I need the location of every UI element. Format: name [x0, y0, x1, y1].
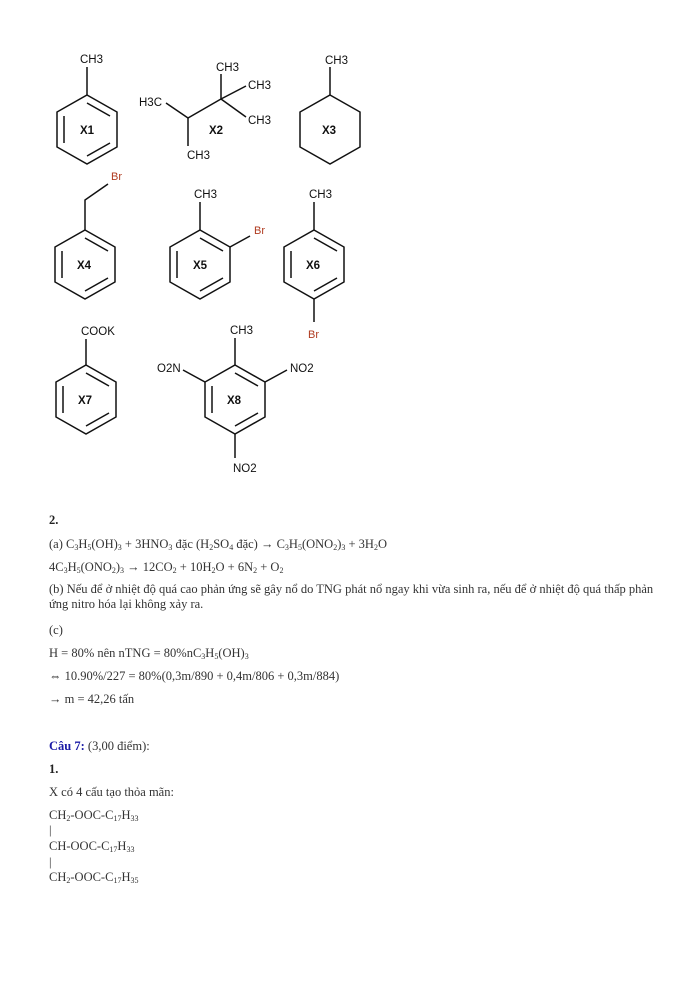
structure-x4: [55, 171, 122, 299]
x1-label: X1: [80, 125, 95, 137]
structure-x8: [157, 325, 314, 475]
x2-label: X2: [209, 125, 224, 137]
structure-x6: [284, 189, 344, 341]
x3-label: X3: [322, 125, 337, 137]
x7-cook: COOK: [81, 326, 115, 338]
question-7-heading: [49, 738, 150, 754]
answer-c-line-1: H = 80% nên nTNG = $80\%nC_3H_5(OH)_3$: [49, 646, 249, 661]
x4-br: Br: [111, 171, 122, 183]
x1-ch3: CH3: [80, 54, 104, 66]
structure-x1: [57, 54, 117, 164]
question-7-intro: X có 4 cấu tạo thỏa mãn:: [49, 785, 174, 799]
x6-ch3: CH3: [309, 189, 333, 201]
triglyceride-line-2: $CH-OOC-C_{17}H_{33}$: [49, 839, 135, 854]
x8-label: X8: [227, 395, 242, 407]
question-7-sub-heading: 1.: [49, 762, 59, 776]
equation-a-nitration: (a) $C_3H_5(OH)_3 + 3HNO_3$ đặc ($H_2SO_4$ đặc) → $C_3H_5(ONO_2)_3 + 3H_2O$: [49, 537, 387, 552]
equation-a-decomposition: $4C_3H_5(ONO_2)_3 \to 12CO_2 + 10H_2O + 6N_2 + O_2$: [49, 560, 284, 575]
x6-label: X6: [306, 260, 321, 272]
x4-label: X4: [77, 260, 92, 272]
triglyceride-line-3: $CH_2-OOC-C_{17}H_{35}$: [49, 870, 139, 885]
x2-ch3-right-bottom: CH3: [248, 115, 272, 127]
section-2-heading: 2.: [49, 513, 59, 527]
answer-c-result: → m = 42,26 tấn: [49, 692, 135, 706]
structure-x7: [56, 326, 116, 434]
x8-no2-bottom: NO2: [233, 463, 257, 475]
structure-x5: [170, 189, 265, 299]
x2-ch3-top: CH3: [216, 62, 240, 74]
x2-ch3-right-top: CH3: [248, 80, 272, 92]
question-7-label: Câu 7:: [49, 739, 85, 753]
x8-o2n: O2N: [157, 363, 181, 375]
x2-h3c-left: H3C: [139, 97, 163, 109]
answer-b-paragraph: (b) Nếu để ở nhiệt độ quá cao phản ứng sẽ gây nổ do TNG phát nổ ngay khi vừa sinh ra, nếu để ở nhiệt độ quá thấp phản ứng nitro hóa lại không xảy ra.: [49, 582, 654, 611]
x6-br: Br: [308, 329, 319, 341]
structure-x3: [300, 55, 360, 164]
x8-no2-right: NO2: [290, 363, 314, 375]
x2-ch3-bottom: CH3: [187, 150, 211, 162]
answer-c-line-2: ⇔ 10.90%/227 = 80%(0,3m/890 + 0,4m/806 + 0,3m/884): [49, 669, 340, 683]
x5-label: X5: [193, 260, 208, 272]
x7-label: X7: [78, 395, 93, 407]
question-7-points: (3,00 điểm):: [84, 739, 150, 753]
x5-ch3: CH3: [194, 189, 218, 201]
chemical-structures: [0, 0, 694, 490]
answer-c-label: (c): [49, 623, 63, 637]
triglyceride-bond-1: |: [49, 823, 52, 837]
triglyceride-bond-2: |: [49, 855, 52, 869]
x8-ch3: CH3: [230, 325, 254, 337]
triglyceride-line-1: $CH_2-OOC-C_{17}H_{33}$: [49, 808, 139, 823]
structure-x2: [139, 62, 271, 162]
x5-br: Br: [254, 225, 265, 237]
x3-ch3: CH3: [325, 55, 349, 67]
